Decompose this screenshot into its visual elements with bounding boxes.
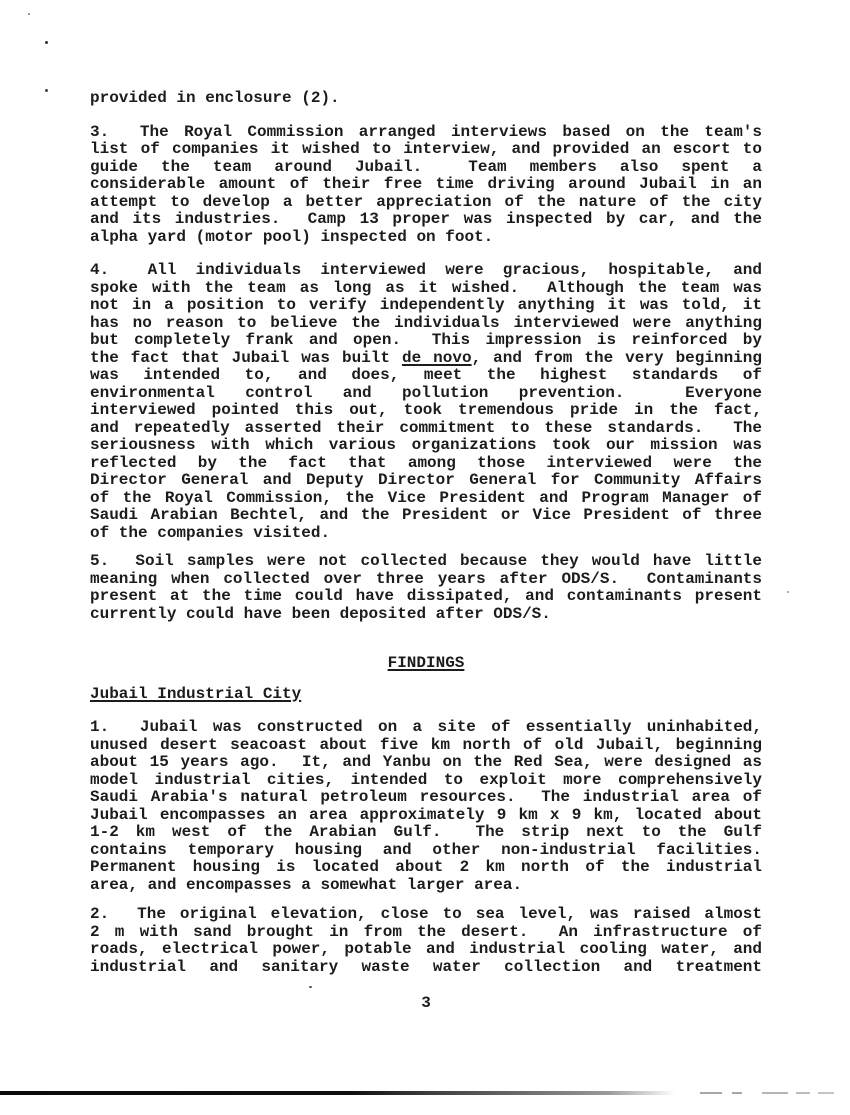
text-line: 1-2 km west of the Arabian Gulf. The strip next to the Gulf [90, 823, 762, 841]
scan-artifact-dash [818, 1092, 834, 1094]
text-line: spoke with the team as long as it wished. Although the team was [90, 278, 762, 297]
text-line: unused desert seacoast about five km north of old Jubail, beginning [90, 735, 762, 754]
scan-artifact-line [0, 1091, 676, 1095]
text-line: the fact that Jubail was built de novo, and from the very beginning [90, 348, 762, 367]
text-line: Permanent housing is located about 2 km north of the industrial [90, 858, 762, 876]
page-body [90, 90, 762, 1013]
text-line: present at the time could have dissipated, and contaminants present [90, 587, 762, 605]
text-line: not in a position to verify independently anything it was told, it [90, 296, 762, 314]
findings-para-1 [90, 719, 762, 894]
text-line: was intended to, and does, meet the highest standards of [90, 366, 762, 384]
text-line: currently could have been deposited after ODS/S. [90, 604, 551, 623]
text-line: alpha yard (motor pool) inspected on foot. [90, 227, 494, 246]
scan-speck [45, 89, 48, 92]
opening-line: provided in enclosure (2). [90, 89, 340, 107]
text-line: industrial and sanitary waste water collection and treatment [90, 957, 762, 976]
text-line: area, and encompasses a somewhat larger area. [90, 875, 523, 894]
text-line: 2 m with sand brought in from the desert. An infrastructure of [90, 922, 762, 941]
scan-artifact-dash [732, 1092, 742, 1094]
text-line: Saudi Arabian Bechtel, and the President or Vice President of three [90, 506, 762, 524]
text-line: meaning when collected over three years after ODS/S. Contaminants [90, 569, 762, 588]
para-3 [90, 124, 762, 247]
text-line: seriousness with which various organizations took our mission was [90, 436, 762, 454]
findings-heading-text: FINDINGS [387, 654, 465, 672]
scan-artifact-dash [700, 1092, 722, 1094]
text-line: reflected by the fact that among those interviewed were the [90, 453, 762, 472]
text-line: contains temporary housing and other non-industrial facilities. [90, 840, 762, 859]
scan-artifact-dash [762, 1092, 788, 1094]
para-4 [90, 262, 762, 542]
text-line: 2. The original elevation, close to sea level, was raised almost [90, 905, 762, 923]
scan-speck [787, 591, 789, 593]
text-line: of the Royal Commission, the Vice President and Program Manager of [90, 488, 762, 507]
text-line: guide the team around Jubail. Team members also spent a [90, 157, 762, 176]
text-line: and its industries. Camp 13 proper was inspected by car, and the [90, 210, 762, 228]
text-line: about 15 years ago. It, and Yanbu on the Red Sea, were designed as [90, 753, 762, 771]
text-line: interviewed pointed this out, took tremendous pride in the fact, [90, 401, 762, 419]
text-line: but completely frank and open. This impression is reinforced by [90, 331, 762, 349]
underlined-phrase: de novo [401, 348, 472, 367]
text-line: Director General and Deputy Director General for Community Affairs [90, 471, 762, 489]
text-line: has no reason to believe the individuals interviewed were anything [90, 313, 762, 332]
para-5 [90, 553, 762, 623]
findings-paragraphs [90, 719, 762, 976]
section-heading [90, 686, 762, 704]
text-line: 3. The Royal Commission arranged interviews based on the team's [90, 122, 762, 141]
findings-heading [90, 655, 762, 673]
text-line: 4. All individuals interviewed were gracious, hospitable, and [90, 261, 762, 279]
scan-speck [28, 13, 30, 15]
text-line: of the companies visited. [90, 523, 331, 542]
text-line: Saudi Arabia's natural petroleum resources. The industrial area of [90, 788, 762, 806]
text-line: environmental control and pollution prevention. Everyone [90, 383, 762, 402]
text-line: attempt to develop a better appreciation of the nature of the city [90, 192, 762, 211]
page-number: 3 [421, 994, 431, 1012]
section-heading-text: Jubail Industrial City [90, 684, 302, 703]
scan-artifact-dash [796, 1092, 810, 1094]
text-line: considerable amount of their free time driving around Jubail in an [90, 175, 762, 193]
text-line: roads, electrical power, potable and industrial cooling water, and [90, 940, 762, 958]
text-line: Jubail encompasses an area approximately 9 km x 9 km, located about [90, 805, 762, 824]
text-line: 5. Soil samples were not collected because they would have little [90, 552, 762, 570]
text-line: list of companies it wished to interview, and provided an escort to [90, 140, 762, 158]
findings-para-2 [90, 906, 762, 976]
text-line: model industrial cities, intended to exploit more comprehensively [90, 770, 762, 789]
text-line: 1. Jubail was constructed on a site of essentially uninhabited, [90, 718, 762, 736]
text-line: and repeatedly asserted their commitment to these standards. The [90, 418, 762, 437]
numbered-paragraphs [90, 124, 762, 624]
scan-speck [45, 41, 48, 44]
